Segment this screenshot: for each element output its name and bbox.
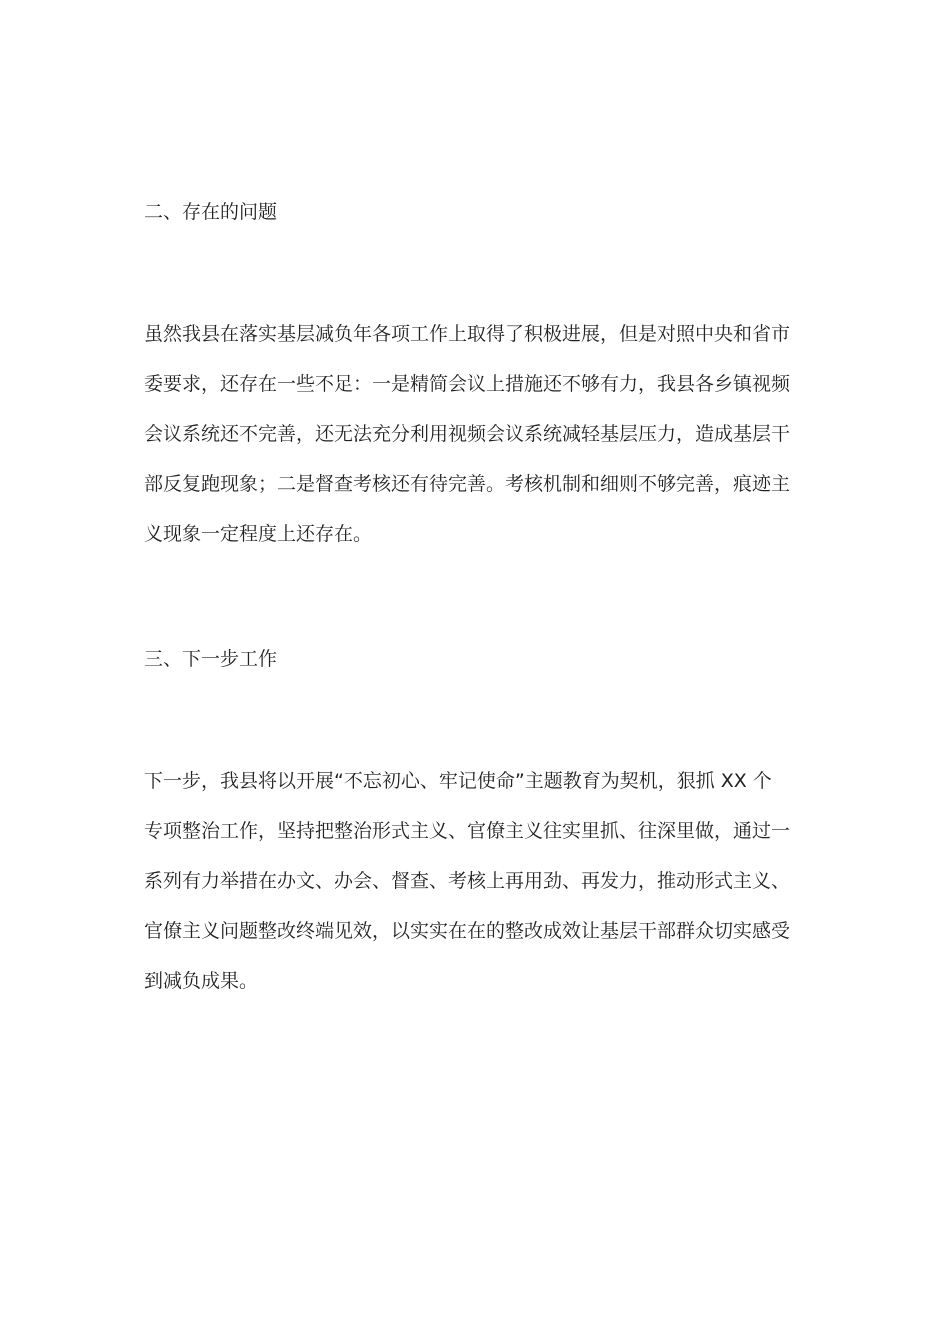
paragraph-line: 下一步，我县将以开展“不忘初心、牢记使命”主题教育为契机，狠抓 XX 个	[144, 770, 772, 792]
paragraph-line: 义现象一定程度上还存在。	[144, 523, 373, 545]
paragraph-line: 虽然我县在落实基层减负年各项工作上取得了积极进展，但是对照中央和省市	[144, 323, 791, 345]
paragraph-problems	[144, 322, 814, 572]
paragraph-line: 系列有力举措在办文、办会、督查、考核上再用劲、再发力，推动形式主义、	[144, 870, 791, 892]
paragraph-line: 会议系统还不完善，还无法充分利用视频会议系统减轻基层压力，造成基层干	[144, 423, 791, 445]
section-heading-next-steps: 三、下一步工作	[144, 648, 278, 670]
paragraph-line: 委要求，还存在一些不足：一是精简会议上措施还不够有力，我县各乡镇视频	[144, 373, 791, 395]
paragraph-line: 部反复跑现象；二是督查考核还有待完善。考核机制和细则不够完善，痕迹主	[144, 473, 791, 495]
paragraph-line: 官僚主义问题整改终端见效，以实实在在的整改成效让基层干部群众切实感受	[144, 920, 791, 942]
section-heading-problems: 二、存在的问题	[144, 201, 278, 223]
paragraph-line: 到减负成果。	[144, 970, 259, 992]
paragraph-next-steps	[144, 769, 814, 1019]
paragraph-line: 专项整治工作，坚持把整治形式主义、官僚主义往实里抓、往深里做，通过一	[144, 820, 791, 842]
